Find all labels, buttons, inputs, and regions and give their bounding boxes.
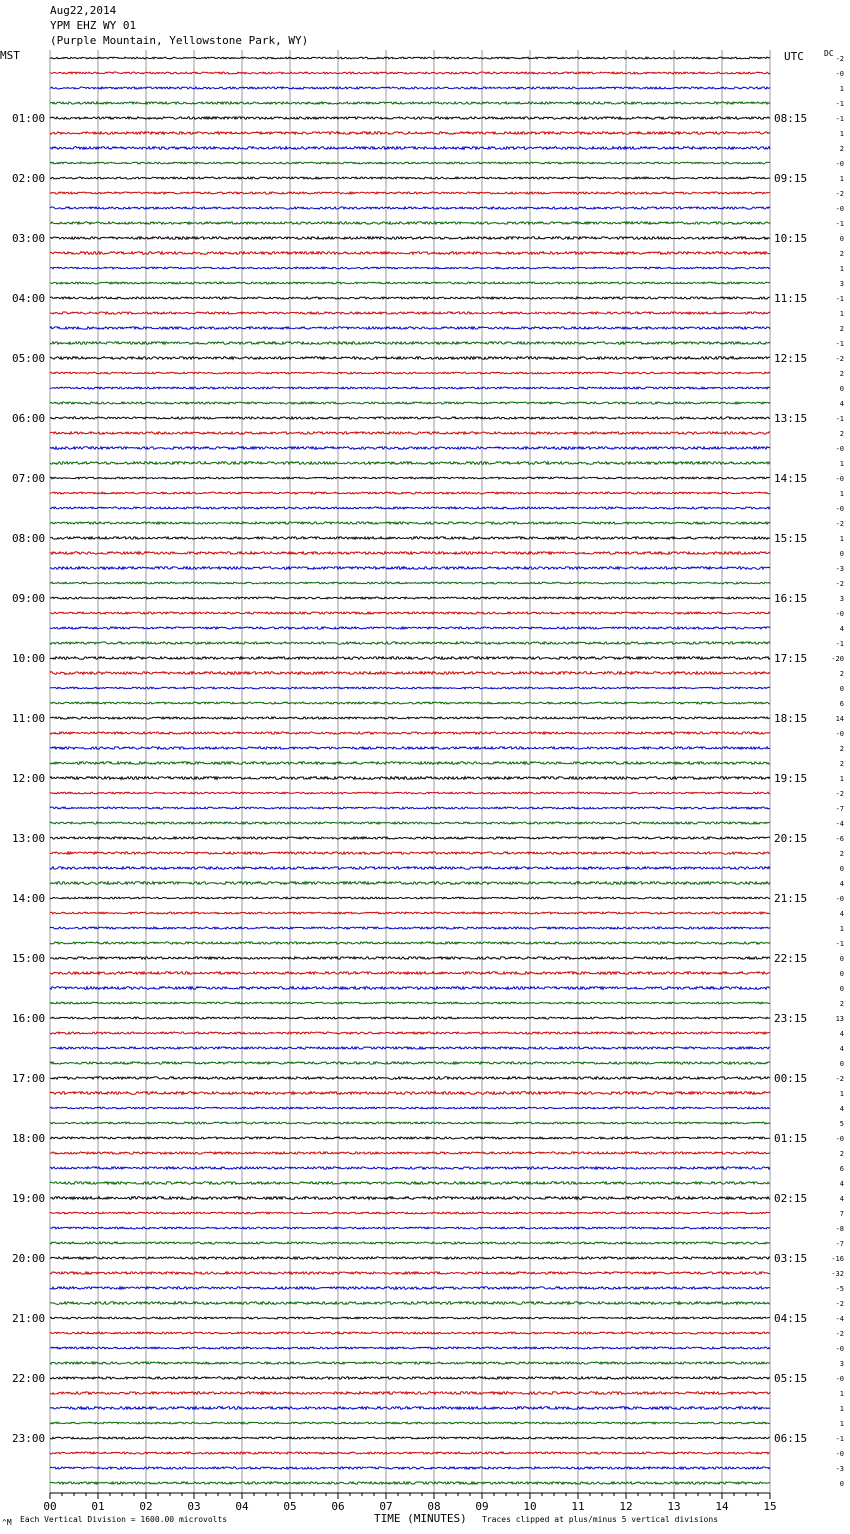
x-tick-label: 00: [43, 1500, 57, 1513]
seismic-trace: [50, 657, 770, 660]
seismic-trace: [50, 792, 770, 794]
left-hour-label: 19:00: [12, 1192, 46, 1205]
seismic-trace: [50, 102, 770, 104]
left-hour-label: 21:00: [12, 1312, 46, 1325]
left-hour-label: 02:00: [12, 172, 46, 185]
dc-offset-label: -1: [835, 415, 844, 423]
seismic-trace: [50, 447, 770, 450]
seismic-trace: [50, 927, 770, 929]
seismic-trace: [50, 972, 770, 975]
dc-offset-label: 2: [839, 850, 844, 858]
dc-label: DC: [824, 49, 834, 58]
seismic-trace: [50, 1017, 770, 1019]
seismic-trace: [50, 1047, 770, 1049]
seismic-trace: [50, 1272, 770, 1274]
left-hour-label: 14:00: [12, 892, 46, 905]
right-hour-label: 09:15: [774, 172, 808, 185]
seismic-trace: [50, 1062, 770, 1064]
dc-offset-label: 7: [839, 1210, 844, 1218]
seismic-trace: [50, 192, 770, 194]
seismic-trace: [50, 1287, 770, 1290]
x-tick-label: 04: [235, 1500, 249, 1513]
seismic-trace: [50, 1377, 770, 1379]
dc-offset-label: -0: [835, 445, 844, 453]
dc-offset-label: -2: [835, 190, 844, 198]
seismic-trace: [50, 357, 770, 360]
seismic-trace: [50, 552, 770, 555]
x-tick-label: 07: [379, 1500, 393, 1513]
seismic-trace: [50, 267, 770, 269]
dc-offset-label: -2: [835, 1300, 844, 1308]
dc-offset-label: 1: [839, 775, 844, 783]
seismic-trace: [50, 1137, 770, 1139]
seismic-trace: [50, 627, 770, 629]
seismic-trace: [50, 537, 770, 539]
dc-offset-label: 1: [839, 460, 844, 468]
seismic-trace: [50, 1302, 770, 1305]
seismic-trace: [50, 1482, 770, 1484]
right-hour-label: 04:15: [774, 1312, 808, 1325]
left-hour-label: 06:00: [12, 412, 46, 425]
seismic-trace: [50, 237, 770, 240]
seismic-trace: [50, 372, 770, 374]
seismic-trace: [50, 417, 770, 419]
dc-offset-label: -3: [835, 565, 844, 573]
seismic-trace: [50, 522, 770, 524]
seismic-trace: [50, 162, 770, 164]
dc-offset-label: 1: [839, 1405, 844, 1413]
x-tick-label: 13: [667, 1500, 681, 1513]
seismic-trace: [50, 717, 770, 719]
dc-offset-label: 1: [839, 130, 844, 138]
dc-offset-label: -1: [835, 340, 844, 348]
seismic-trace: [50, 1077, 770, 1080]
dc-offset-label: -0: [835, 1375, 844, 1383]
left-hour-label: 04:00: [12, 292, 46, 305]
seismic-trace: [50, 132, 770, 135]
seismic-trace: [50, 1242, 770, 1244]
seismic-trace: [50, 72, 770, 74]
seismic-trace: [50, 807, 770, 809]
x-tick-label: 06: [331, 1500, 345, 1513]
x-tick-label: 14: [715, 1500, 729, 1513]
seismic-trace: [50, 177, 770, 179]
dc-offset-label: 2: [839, 325, 844, 333]
left-hour-label: 15:00: [12, 952, 46, 965]
seismic-trace: [50, 747, 770, 749]
left-hour-label: 01:00: [12, 112, 46, 125]
dc-offset-label: 13: [835, 1015, 844, 1023]
dc-offset-label: 2: [839, 370, 844, 378]
dc-offset-label: 2: [839, 1150, 844, 1158]
dc-offset-label: 2: [839, 1000, 844, 1008]
seismic-trace: [50, 207, 770, 209]
seismic-trace: [50, 147, 770, 150]
right-hour-label: 22:15: [774, 952, 808, 965]
seismic-trace: [50, 1392, 770, 1395]
right-hour-label: 08:15: [774, 112, 808, 125]
dc-offset-label: 0: [839, 985, 844, 993]
dc-offset-label: -4: [835, 820, 844, 828]
dc-offset-label: -2: [835, 55, 844, 63]
seismic-trace: [50, 852, 770, 854]
seismic-trace: [50, 462, 770, 465]
dc-offset-label: -7: [835, 805, 844, 813]
dc-offset-label: 4: [839, 1045, 844, 1053]
dc-offset-label: 14: [835, 715, 844, 723]
dc-offset-label: -2: [835, 520, 844, 528]
seismic-trace: [50, 1122, 770, 1124]
right-hour-label: 10:15: [774, 232, 808, 245]
dc-offset-label: 1: [839, 85, 844, 93]
seismic-trace: [50, 432, 770, 434]
seismic-trace: [50, 777, 770, 780]
x-tick-label: 01: [91, 1500, 105, 1513]
corner-mark: ^M: [2, 1518, 12, 1527]
seismic-trace: [50, 1437, 770, 1439]
dc-offset-label: -0: [835, 505, 844, 513]
dc-offset-label: 1: [839, 1420, 844, 1428]
left-hour-label: 17:00: [12, 1072, 46, 1085]
dc-offset-label: 1: [839, 925, 844, 933]
dc-offset-label: 3: [839, 595, 844, 603]
left-hour-label: 11:00: [12, 712, 46, 725]
seismic-trace: [50, 1182, 770, 1185]
right-hour-label: 02:15: [774, 1192, 808, 1205]
left-timezone-label: MST: [0, 49, 20, 62]
dc-offset-label: -0: [835, 1450, 844, 1458]
x-tick-label: 15: [763, 1500, 777, 1513]
left-hour-label: 13:00: [12, 832, 46, 845]
dc-offset-label: 1: [839, 1090, 844, 1098]
right-hour-label: 13:15: [774, 412, 808, 425]
dc-offset-label: -4: [835, 1315, 844, 1323]
left-hour-label: 16:00: [12, 1012, 46, 1025]
dc-offset-label: -16: [831, 1255, 844, 1263]
left-hour-label: 23:00: [12, 1432, 46, 1445]
right-hour-label: 14:15: [774, 472, 808, 485]
x-tick-label: 02: [139, 1500, 153, 1513]
right-hour-label: 00:15: [774, 1072, 808, 1085]
seismic-trace: [50, 987, 770, 990]
seismic-trace: [50, 612, 770, 614]
dc-offset-label: -0: [835, 205, 844, 213]
seismic-trace: [50, 762, 770, 765]
seismic-trace: [50, 87, 770, 89]
dc-offset-label: -1: [835, 940, 844, 948]
dc-offset-label: -1: [835, 115, 844, 123]
seismic-trace: [50, 117, 770, 119]
dc-offset-label: -1: [835, 1435, 844, 1443]
seismic-trace: [50, 252, 770, 255]
dc-offset-label: -6: [835, 835, 844, 843]
dc-offset-label: 1: [839, 490, 844, 498]
seismic-trace: [50, 1317, 770, 1319]
right-hour-label: 05:15: [774, 1372, 808, 1385]
dc-offset-label: 2: [839, 250, 844, 258]
dc-offset-label: -5: [835, 1285, 844, 1293]
dc-offset-label: 6: [839, 1165, 844, 1173]
seismic-trace: [50, 702, 770, 704]
dc-offset-label: 1: [839, 310, 844, 318]
right-hour-label: 12:15: [774, 352, 808, 365]
right-hour-label: 23:15: [774, 1012, 808, 1025]
date-label: Aug22,2014: [50, 4, 117, 17]
right-hour-label: 16:15: [774, 592, 808, 605]
x-axis-title: TIME (MINUTES): [374, 1512, 467, 1525]
dc-offset-label: 4: [839, 1030, 844, 1038]
x-tick-label: 03: [187, 1500, 201, 1513]
seismic-trace: [50, 1197, 770, 1200]
dc-offset-label: 3: [839, 1360, 844, 1368]
seismic-trace: [50, 1332, 770, 1334]
dc-offset-label: -32: [831, 1270, 844, 1278]
seismic-trace: [50, 1227, 770, 1229]
right-hour-label: 11:15: [774, 292, 808, 305]
dc-offset-label: 5: [839, 1120, 844, 1128]
left-hour-label: 18:00: [12, 1132, 46, 1145]
dc-offset-label: -2: [835, 580, 844, 588]
right-hour-label: 06:15: [774, 1432, 808, 1445]
dc-offset-label: -1: [835, 640, 844, 648]
right-timezone-label: UTC: [784, 50, 804, 63]
dc-offset-label: -0: [835, 1345, 844, 1353]
left-hour-label: 22:00: [12, 1372, 46, 1385]
x-tick-label: 08: [427, 1500, 441, 1513]
dc-offset-label: 4: [839, 1180, 844, 1188]
dc-offset-label: 0: [839, 1480, 844, 1488]
dc-offset-label: -0: [835, 475, 844, 483]
left-hour-label: 07:00: [12, 472, 46, 485]
clip-note: Traces clipped at plus/minus 5 vertical divisions: [482, 1515, 719, 1524]
dc-offset-label: 6: [839, 700, 844, 708]
seismic-trace: [50, 897, 770, 899]
seismic-trace: [50, 1452, 770, 1454]
left-hour-label: 05:00: [12, 352, 46, 365]
dc-offset-label: 0: [839, 1060, 844, 1068]
dc-offset-label: -0: [835, 160, 844, 168]
dc-offset-label: 0: [839, 235, 844, 243]
right-hour-label: 15:15: [774, 532, 808, 545]
scale-note: Each Vertical Division = 1600.00 microvolts: [20, 1515, 228, 1524]
seismic-trace: [50, 222, 770, 224]
dc-offset-label: 1: [839, 265, 844, 273]
dc-offset-label: -2: [835, 1075, 844, 1083]
dc-offset-label: -0: [835, 70, 844, 78]
seismic-trace: [50, 567, 770, 570]
seismic-trace: [50, 642, 770, 644]
dc-offset-label: 4: [839, 1105, 844, 1113]
left-hour-label: 08:00: [12, 532, 46, 545]
right-hour-label: 20:15: [774, 832, 808, 845]
x-tick-label: 09: [475, 1500, 489, 1513]
dc-offset-label: -0: [835, 730, 844, 738]
seismic-trace: [50, 1467, 770, 1469]
dc-offset-label: 0: [839, 970, 844, 978]
seismic-trace: [50, 1167, 770, 1169]
dc-offset-label: 1: [839, 1390, 844, 1398]
seismic-trace: [50, 1257, 770, 1259]
dc-offset-label: -3: [835, 1465, 844, 1473]
right-hour-label: 03:15: [774, 1252, 808, 1265]
dc-offset-label: 2: [839, 430, 844, 438]
seismic-trace: [50, 1407, 770, 1410]
dc-offset-label: -20: [831, 655, 844, 663]
dc-offset-label: 1: [839, 535, 844, 543]
dc-offset-label: 3: [839, 280, 844, 288]
dc-offset-label: -7: [835, 1240, 844, 1248]
left-hour-label: 10:00: [12, 652, 46, 665]
x-tick-label: 10: [523, 1500, 537, 1513]
seismic-trace: [50, 732, 770, 734]
seismic-trace: [50, 477, 770, 479]
seismic-trace: [50, 1362, 770, 1364]
right-hour-label: 17:15: [774, 652, 808, 665]
left-hour-label: 03:00: [12, 232, 46, 245]
dc-offset-label: -2: [835, 790, 844, 798]
dc-offset-label: 2: [839, 145, 844, 153]
dc-offset-label: 2: [839, 670, 844, 678]
dc-offset-label: -1: [835, 220, 844, 228]
dc-offset-label: -0: [835, 1135, 844, 1143]
right-hour-label: 01:15: [774, 1132, 808, 1145]
dc-offset-label: 0: [839, 865, 844, 873]
seismic-trace: [50, 1347, 770, 1349]
seismic-trace: [50, 837, 770, 839]
dc-offset-label: -8: [835, 1225, 844, 1233]
dc-offset-label: -1: [835, 100, 844, 108]
right-hour-label: 18:15: [774, 712, 808, 725]
seismic-trace: [50, 942, 770, 944]
seismic-trace: [50, 57, 770, 59]
seismic-trace: [50, 297, 770, 299]
dc-offset-label: 4: [839, 880, 844, 888]
dc-offset-label: 0: [839, 955, 844, 963]
dc-offset-label: 4: [839, 1195, 844, 1203]
right-hour-label: 21:15: [774, 892, 808, 905]
seismic-trace: [50, 1152, 770, 1154]
x-tick-label: 05: [283, 1500, 297, 1513]
dc-offset-label: 2: [839, 760, 844, 768]
seismic-trace: [50, 582, 770, 584]
seismic-trace: [50, 312, 770, 314]
seismic-trace: [50, 687, 770, 689]
seismic-trace: [50, 1212, 770, 1214]
seismic-trace: [50, 1422, 770, 1424]
seismic-trace: [50, 672, 770, 675]
seismic-trace: [50, 342, 770, 345]
left-hour-label: 20:00: [12, 1252, 46, 1265]
seismic-trace: [50, 867, 770, 870]
left-hour-label: 12:00: [12, 772, 46, 785]
seismic-trace: [50, 282, 770, 284]
station-label: YPM EHZ WY 01: [50, 19, 137, 32]
seismic-trace: [50, 387, 770, 389]
x-tick-label: 12: [619, 1500, 633, 1513]
dc-offset-label: 0: [839, 385, 844, 393]
seismic-trace: [50, 492, 770, 494]
dc-offset-label: -0: [835, 895, 844, 903]
seismic-trace: [50, 957, 770, 959]
dc-offset-label: 1: [839, 175, 844, 183]
dc-offset-label: -2: [835, 1330, 844, 1338]
dc-offset-label: -1: [835, 295, 844, 303]
dc-offset-label: -2: [835, 355, 844, 363]
dc-offset-label: 0: [839, 550, 844, 558]
seismic-trace: [50, 1107, 770, 1109]
x-tick-label: 11: [571, 1500, 585, 1513]
right-hour-label: 19:15: [774, 772, 808, 785]
seismic-trace: [50, 822, 770, 824]
seismic-trace: [50, 327, 770, 329]
seismic-trace: [50, 1032, 770, 1034]
seismic-trace: [50, 1002, 770, 1004]
dc-offset-label: 2: [839, 745, 844, 753]
location-label: (Purple Mountain, Yellowstone Park, WY): [50, 34, 309, 47]
seismic-trace: [50, 882, 770, 885]
dc-offset-label: 4: [839, 400, 844, 408]
seismic-trace: [50, 1092, 770, 1095]
seismic-trace: [50, 597, 770, 599]
left-hour-label: 09:00: [12, 592, 46, 605]
dc-offset-label: 0: [839, 685, 844, 693]
dc-offset-label: 4: [839, 910, 844, 918]
dc-offset-label: 4: [839, 625, 844, 633]
seismic-trace: [50, 912, 770, 914]
dc-offset-label: -0: [835, 610, 844, 618]
seismic-trace: [50, 402, 770, 404]
seismic-trace: [50, 507, 770, 509]
